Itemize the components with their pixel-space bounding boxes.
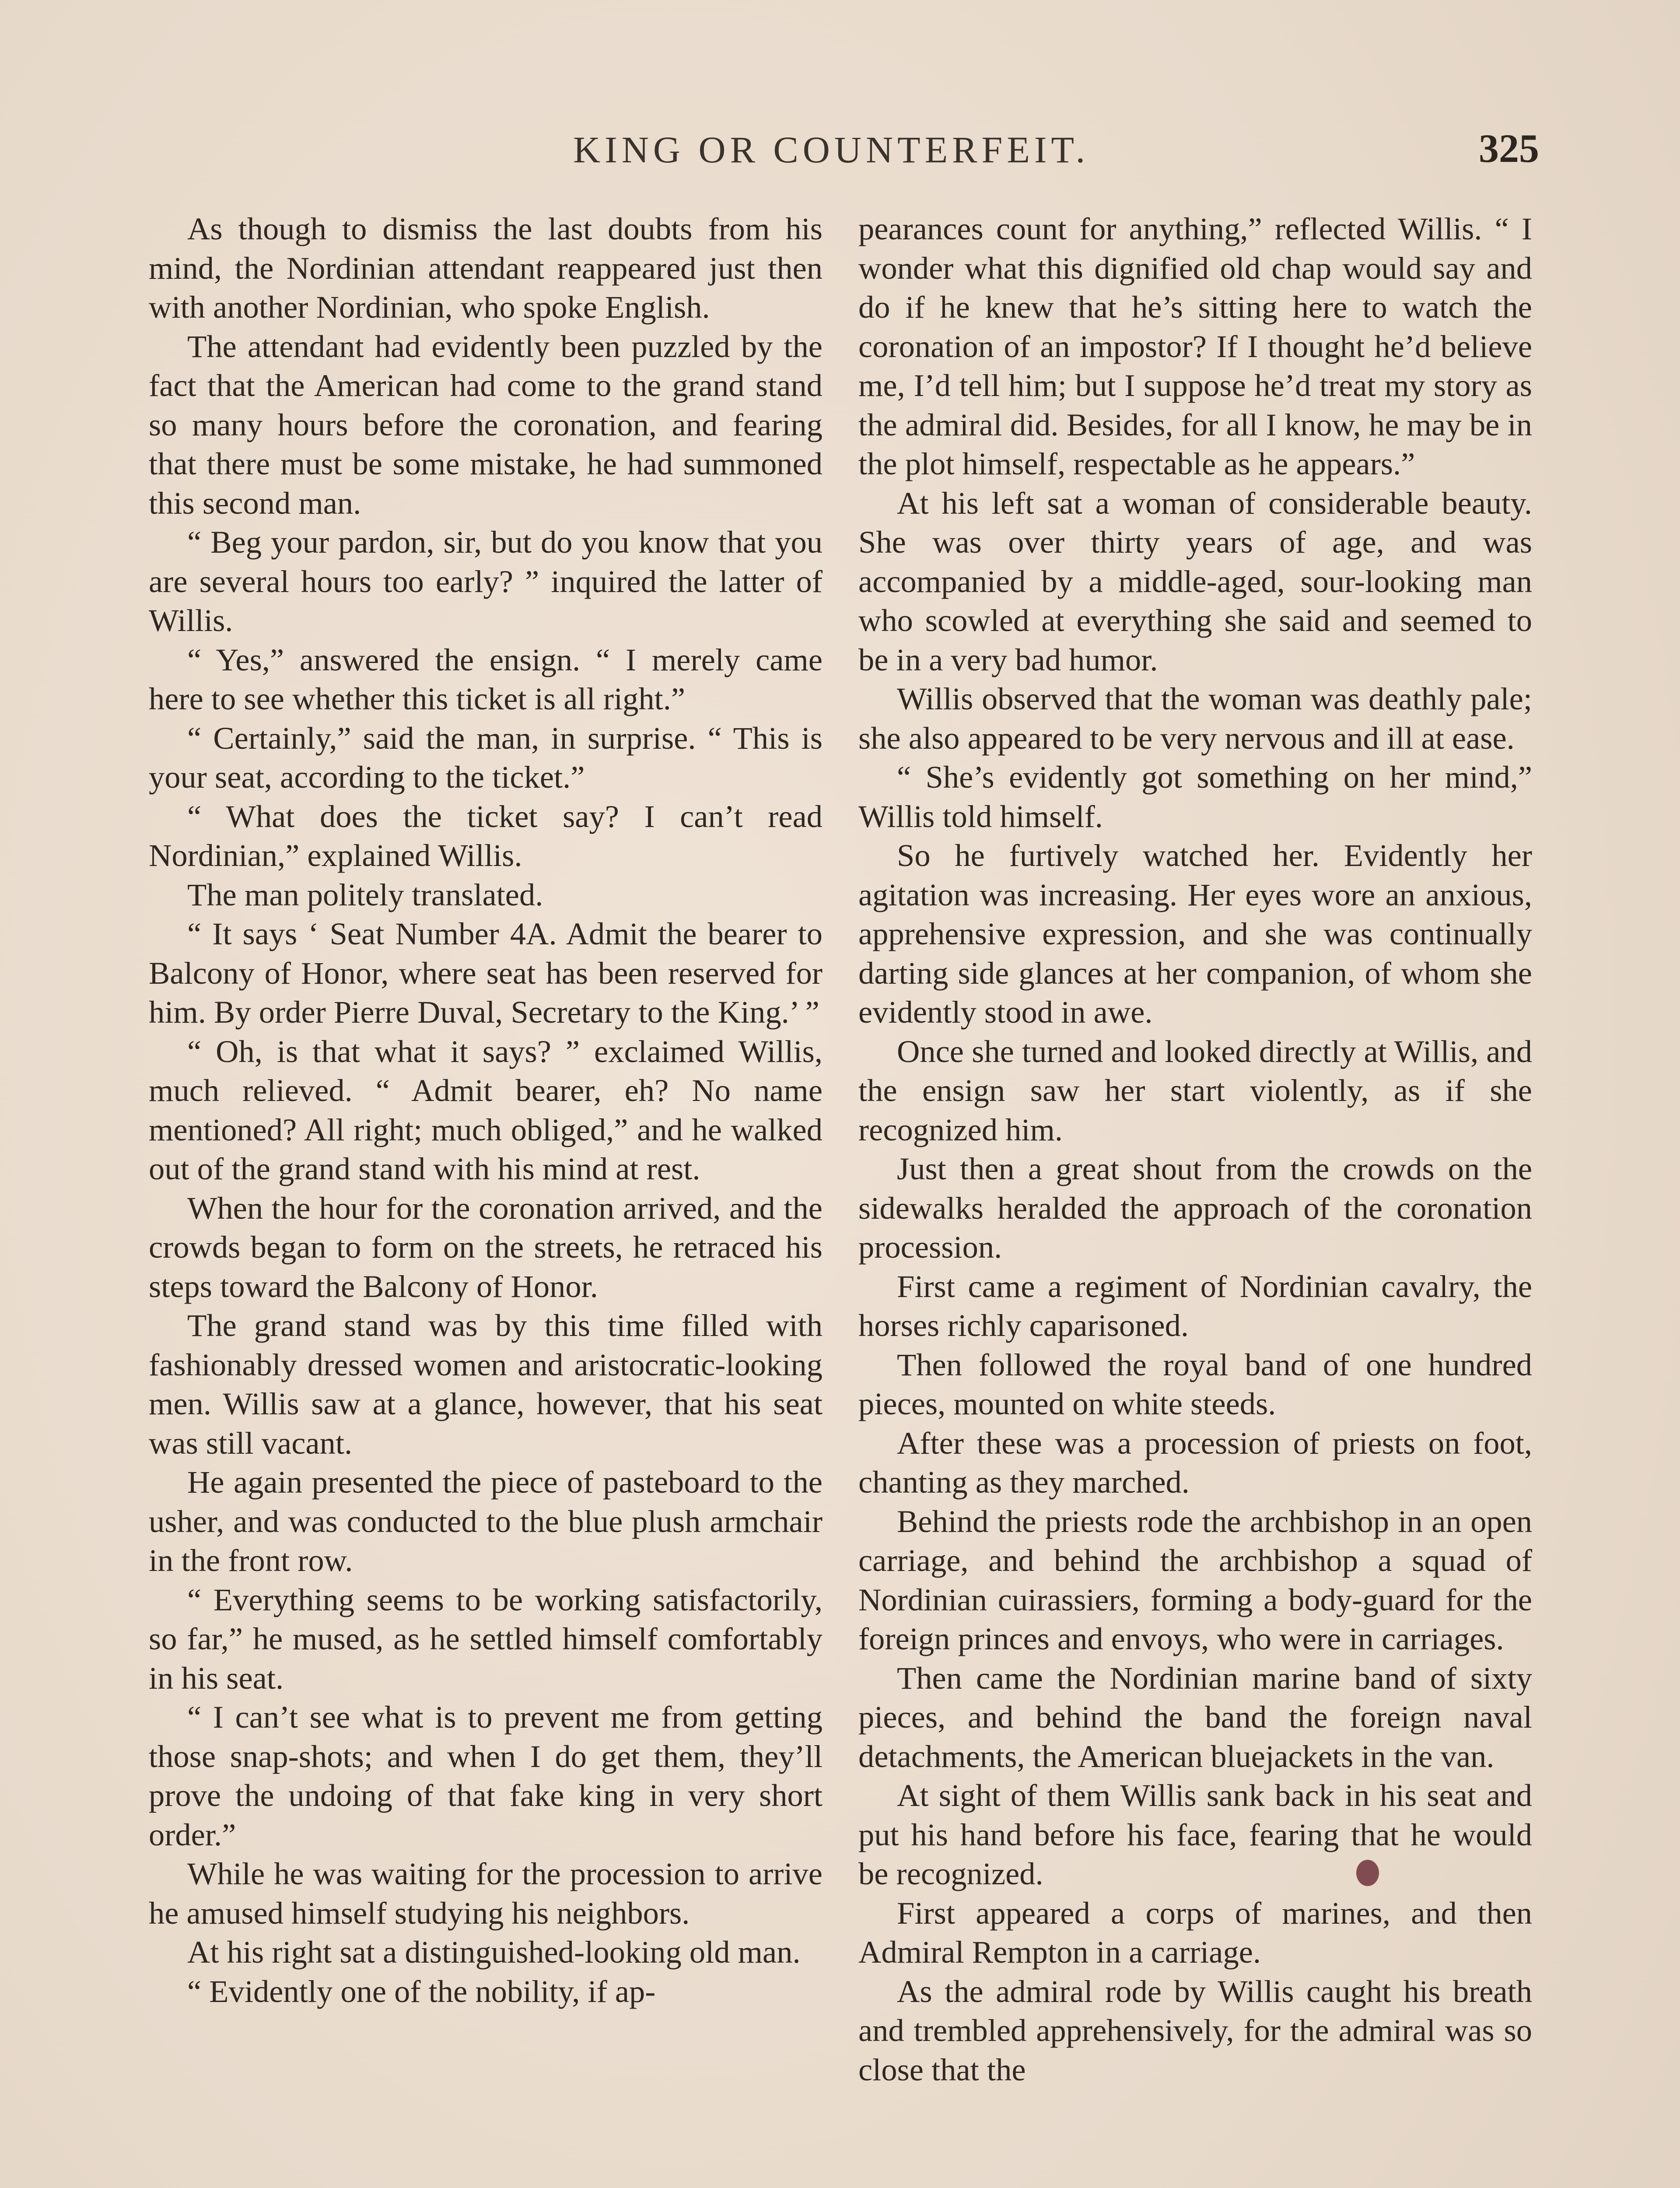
paragraph-continuation: pearances count for anything,” reflected Willis. “ I wonder what this dignified old chap would say and do if he knew that he’s sitting here to watch the coronation of an impostor? If I thought he’d believe me, I’d tell him; but I suppose he’d treat my story as the admiral did. Besides, for all I know, he may be in the plot himself, respectable as he appears.” [858,211,1532,481]
paragraph: At sight of them Willis sank back in his seat and put his hand before his face, fearing that he would be recognized. [858,1778,1532,1891]
running-title: KING OR COUNTERFEIT. [573,129,1090,171]
paragraph: “ Everything seems to be working satisfactorily, so far,” he mused, as he settled himself comfortably in his seat. [149,1581,822,1696]
paragraph: Just then a great shout from the crowds on the sidewalks heralded the approach of the coronation procession. [858,1151,1532,1265]
paragraph: “ I can’t see what is to prevent me from getting those snap-shots; and when I do get them, they’ll prove the undoing of that fake king in very short order.” [149,1699,822,1852]
paragraph: “ Beg your pardon, sir, but do you know that you are several hours too early? ” inquired the latter of Willis. [149,524,822,638]
paragraph: The grand stand was by this time filled with fashionably dressed women and aristocratic-looking men. Willis saw at a glance, however, that his seat was still vacant. [149,1308,822,1461]
paragraph: When the hour for the coronation arrived, and the crowds began to form on the streets, he retraced his steps toward the Balcony of Honor. [149,1190,822,1304]
page-number: 325 [1479,126,1539,171]
paragraph: “ Oh, is that what it says? ” exclaimed Willis, much relieved. “ Admit bearer, eh? No name mentioned? All right; much obliged,” and he walked out of the grand stand with his mind at rest. [149,1033,822,1186]
paragraph: “ What does the ticket say? I can’t read Nordinian,” explained Willis. [149,798,822,873]
paragraph: At his left sat a woman of considerable beauty. She was over thirty years of age, and was accompanied by a middle-aged, sour-looking man who scowled at everything she said and seemed to be in a very bad humor. [858,485,1532,677]
paragraph: Willis observed that the woman was deathly pale; she also appeared to be very nervous and ill at ease. [858,681,1532,756]
paragraph: “ It says ‘ Seat Number 4A. Admit the bearer to Balcony of Honor, where seat has been reserved for him. By order Pierre Duval, Secretary to the King.’ ” [149,916,822,1030]
paragraph: Behind the priests rode the archbishop in an open carriage, and behind the archbishop a squad of Nordinian cuirassiers, forming a body-guard for the foreign princes and envoys, who were in carriages. [858,1503,1532,1656]
paragraph: First came a regiment of Nordinian cavalry, the horses richly caparisoned. [858,1268,1532,1343]
paragraph: While he was waiting for the procession to arrive he amused himself studying his neighbors. [149,1856,822,1931]
paragraph: So he furtively watched her. Evidently her agitation was increasing. Her eyes wore an anxious, apprehensive expression, and she was continually darting side glances at her companion, of whom she evidently stood in awe. [858,838,1532,1030]
paragraph: The man politely translated. [187,877,543,912]
paragraph: The attendant had evidently been puzzled by the fact that the American had come to the grand stand so many hours before the coronation, and fearing that there must be some mistake, he had summoned this second man. [149,328,822,521]
paragraph: First appeared a corps of marines, and then Admiral Rempton in a carriage. [858,1895,1532,1970]
paragraph: Once she turned and looked directly at Willis, and the ensign saw her start violently, as if she recognized him. [858,1033,1532,1147]
paragraph: Then came the Nordinian marine band of sixty pieces, and behind the band the foreign naval detachments, the American bluejackets in the van. [858,1660,1532,1774]
running-head [0,128,1680,180]
paragraph: “ She’s evidently got something on her mind,” Willis told himself. [858,759,1532,834]
paragraph: “ Yes,” answered the ensign. “ I merely came here to see whether this ticket is all right.” [149,642,822,716]
ink-stain [1356,1860,1379,1886]
right-column [858,209,1532,2089]
paragraph: “ Certainly,” said the man, in surprise. “ This is your seat, according to the ticket.” [149,720,822,795]
paragraph: Then followed the royal band of one hundred pieces, mounted on white steeds. [858,1346,1532,1421]
paragraph: As though to dismiss the last doubts from his mind, the Nordinian attendant reappeared just then with another Nordinian, who spoke English. [149,211,822,325]
paragraph: At his right sat a distinguished-looking old man. [187,1934,801,1970]
paragraph: As the admiral rode by Willis caught his breath and trembled apprehensively, for the admiral was so close that the [858,1973,1532,2087]
paragraph: After these was a procession of priests on foot, chanting as they marched. [858,1425,1532,1500]
left-column [149,209,822,2011]
paragraph: “ Evidently one of the nobility, if ap- [187,1973,656,2009]
paragraph: He again presented the piece of pasteboard to the usher, and was conducted to the blue plush armchair in the front row. [149,1464,822,1578]
